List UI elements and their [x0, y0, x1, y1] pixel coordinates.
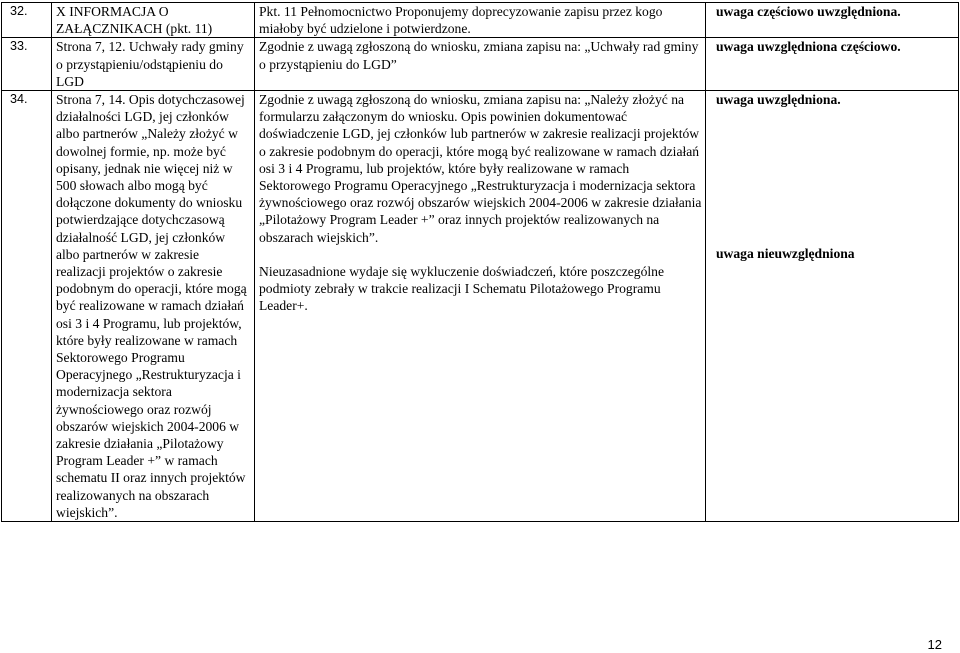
comment-cell — [255, 91, 706, 522]
comment-text: Zgodnie z uwagą zgłoszoną do wniosku, zmiana zapisu na: „Uchwały rad gminy o przystąpieniu do LGD” — [259, 39, 699, 72]
response-text: Nieuzasadnione wydaje się wykluczenie doświadczeń, które poszczególne podmioty zebrały w trakcie realizacji I Schematu Pilotażowego Programu Leader+. — [259, 263, 665, 314]
comment-cell — [255, 38, 706, 91]
row-number: 33. — [2, 38, 52, 91]
comment-text: Pkt. 11 Pełnomocnictwo Proponujemy doprecyzowanie zapisu przez kogo miałoby być udzielone i potwierdzone. — [259, 4, 663, 37]
consultation-table — [1, 2, 959, 522]
status-text: uwaga uwzględniona. — [716, 92, 841, 108]
status-cell: uwaga uwzględniona częściowo. — [706, 38, 959, 91]
row-number: 32. — [2, 3, 52, 38]
table-row — [2, 91, 959, 522]
comment-cell — [255, 3, 706, 38]
chapter-cell: X INFORMACJA O ZAŁĄCZNIKACH (pkt. 11) — [52, 3, 255, 38]
status-text-2: uwaga nieuwzględniona — [716, 246, 855, 262]
page-number: 12 — [927, 637, 942, 652]
table-row — [2, 38, 959, 91]
status-cell — [706, 91, 959, 522]
table-row — [2, 3, 959, 38]
row-number: 34. — [2, 91, 52, 522]
comment-text: Zgodnie z uwagą zgłoszoną do wniosku, zmiana zapisu na: „Należy złożyć na formularzu załączonym do wniosku. Opis powinien dokumentować doświadczenie LGD, jej członków lub partnerów w zakresie realizacji projektów o zakresie podobnym do operacji, które mogą być realizowane w ramach działań osi 3 i 4 Programu, lub projektów, które były realizowane w ramach Sektorowego Programu Operacyjnego „Restrukturyzacja i modernizacja sektora żywnościowego oraz rozwój obszarów wiejskich 2004-2006 w zakresie działania „Pilotażowy Program Leader +” oraz innych projektów realizowanych na obszarach wiejskich”. — [259, 92, 702, 245]
status-cell: uwaga częściowo uwzględniona. — [706, 3, 959, 38]
chapter-cell: Strona 7, 12. Uchwały rady gminy o przystąpieniu/odstąpieniu do LGD — [52, 38, 255, 91]
chapter-cell: Strona 7, 14. Opis dotychczasowej działalności LGD, jej członków albo partnerów „Należy złożyć w dowolnej formie, np. może być opisany, jednak nie więcej niż w 500 słowach albo mogą być dołączone dokumenty do wniosku potwierdzające dotychczasową działalność LGD, jej członków albo partnerów w zakresie realizacji projektów o zakresie podobnym do operacji, które mogą być realizowane w ramach działań osi 3 i 4 Programu, lub projektów, które były realizowane w ramach Sektorowego Programu Operacyjnego „Restrukturyzacja i modernizacja sektora żywnościowego oraz rozwój obszarów wiejskich 2004-2006 w zakresie działania „Pilotażowy Program Leader +” w ramach schematu II oraz innych projektów realizowanych na obszarach wiejskich”. — [52, 91, 255, 522]
